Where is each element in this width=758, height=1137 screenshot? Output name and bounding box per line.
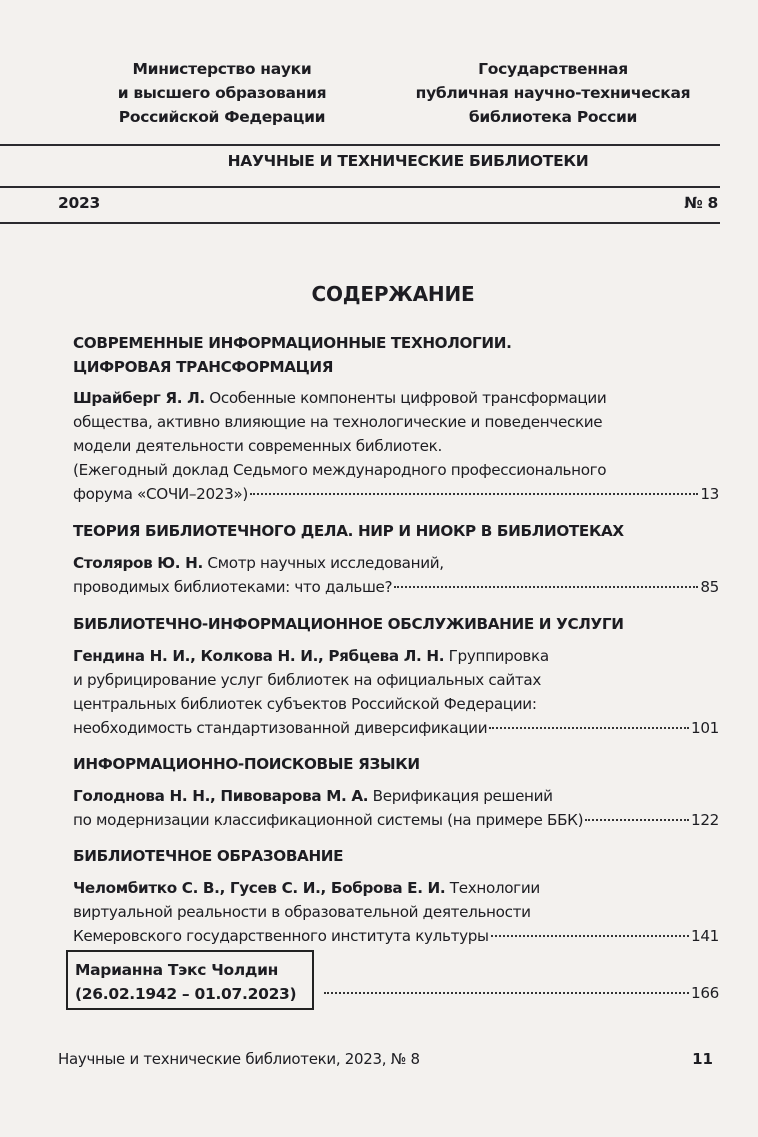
entry-title: Технологии bbox=[445, 879, 540, 897]
divider bbox=[0, 186, 720, 188]
page-number: 141 bbox=[691, 927, 719, 945]
section-heading: БИБЛИОТЕЧНО-ИНФОРМАЦИОННОЕ ОБСЛУЖИВАНИЕ И УСЛУГИ bbox=[73, 615, 624, 633]
journal-title: НАУЧНЫЕ И ТЕХНИЧЕСКИЕ БИБЛИОТЕКИ bbox=[227, 152, 589, 170]
dot-leader bbox=[250, 493, 698, 495]
dot-leader bbox=[324, 992, 689, 994]
page-number: 122 bbox=[691, 811, 719, 829]
toc-entry[interactable] bbox=[73, 386, 719, 506]
library-block bbox=[413, 57, 693, 129]
ministry-block bbox=[112, 57, 332, 129]
page-number: 85 bbox=[700, 578, 719, 596]
entry-title: общества, активно влияющие на технологические и поведенческие bbox=[73, 413, 603, 431]
running-title: Научные и технические библиотеки, 2023, № 8 bbox=[58, 1050, 420, 1068]
entry-authors: Челомбитко С. В., Гусев С. И., Боброва Е. И. bbox=[73, 879, 446, 897]
entry-title: Верификация решений bbox=[368, 787, 553, 805]
ministry-line: Российской Федерации bbox=[118, 108, 326, 126]
contents-title: СОДЕРЖАНИЕ bbox=[311, 282, 475, 306]
section-heading: ИНФОРМАЦИОННО-ПОИСКОВЫЕ ЯЗЫКИ bbox=[73, 755, 420, 773]
page-number: 101 bbox=[691, 719, 719, 737]
ministry-line: Министерство науки bbox=[132, 60, 312, 78]
library-line: Государственная bbox=[478, 60, 628, 78]
entry-authors: Голоднова Н. Н., Пивоварова М. А. bbox=[73, 787, 369, 805]
page-number: 13 bbox=[700, 485, 719, 503]
entry-title: Смотр научных исследований, bbox=[202, 554, 444, 572]
toc-section bbox=[73, 612, 719, 740]
folio-page-number: 11 bbox=[692, 1050, 713, 1068]
library-line: публичная научно-техническая bbox=[415, 84, 691, 102]
ministry-line: и высшего образования bbox=[117, 84, 327, 102]
entry-title: модели деятельности современных библиотек. bbox=[73, 437, 442, 455]
dot-leader bbox=[585, 819, 689, 821]
dot-leader bbox=[491, 935, 689, 937]
toc-entry[interactable] bbox=[73, 876, 719, 948]
entry-authors: Гендина Н. И., Колкова Н. И., Рябцева Л. Н. bbox=[73, 647, 445, 665]
library-line: библиотека России bbox=[468, 108, 638, 126]
year: 2023 bbox=[58, 194, 100, 212]
toc-entry[interactable] bbox=[73, 644, 719, 740]
entry-title: необходимость стандартизованной диверсификации bbox=[73, 719, 488, 737]
issue-number: № 8 bbox=[684, 194, 718, 212]
dot-leader bbox=[394, 586, 698, 588]
entry-title: проводимых библиотеками: что дальше? bbox=[73, 578, 393, 596]
section-heading: СОВРЕМЕННЫЕ ИНФОРМАЦИОННЫЕ ТЕХНОЛОГИИ. bbox=[73, 334, 512, 352]
page-number: 166 bbox=[691, 984, 719, 1002]
divider bbox=[0, 144, 720, 146]
section-heading: БИБЛИОТЕЧНОЕ ОБРАЗОВАНИЕ bbox=[73, 847, 344, 865]
entry-title: форума «СОЧИ–2023») bbox=[73, 485, 248, 503]
entry-title: по модернизации классификационной системы (на примере ББК) bbox=[73, 811, 584, 829]
entry-title: (Ежегодный доклад Седьмого международного профессионального bbox=[73, 461, 607, 479]
toc-entry[interactable] bbox=[73, 551, 719, 599]
entry-title: и рубрицирование услуг библиотек на официальных сайтах bbox=[73, 671, 541, 689]
entry-title: Особенные компоненты цифровой трансформации bbox=[204, 389, 607, 407]
dot-leader bbox=[489, 727, 689, 729]
divider bbox=[0, 222, 720, 224]
section-heading: ТЕОРИЯ БИБЛИОТЕЧНОГО ДЕЛА. НИР И НИОКР В БИБЛИОТЕКАХ bbox=[73, 522, 624, 540]
entry-title: Кемеровского государственного института культуры bbox=[73, 927, 489, 945]
entry-title: Группировка bbox=[444, 647, 549, 665]
section-heading: ЦИФРОВАЯ ТРАНСФОРМАЦИЯ bbox=[73, 358, 334, 376]
memorial-name: Марианна Тэкс Чолдин bbox=[75, 961, 279, 979]
memorial-box[interactable] bbox=[66, 950, 314, 1010]
toc-section bbox=[73, 519, 719, 599]
memorial-dates: (26.02.1942 – 01.07.2023) bbox=[75, 985, 297, 1003]
toc-section bbox=[73, 844, 719, 948]
entry-title: виртуальной реальности в образовательной деятельности bbox=[73, 903, 531, 921]
toc-section bbox=[73, 331, 719, 506]
toc-section bbox=[73, 752, 719, 832]
memorial-leader bbox=[322, 981, 719, 1005]
entry-title: центральных библиотек субъектов Российской Федерации: bbox=[73, 695, 537, 713]
toc-entry[interactable] bbox=[73, 784, 719, 832]
entry-authors: Шрайберг Я. Л. bbox=[73, 389, 205, 407]
entry-authors: Столяров Ю. Н. bbox=[73, 554, 203, 572]
